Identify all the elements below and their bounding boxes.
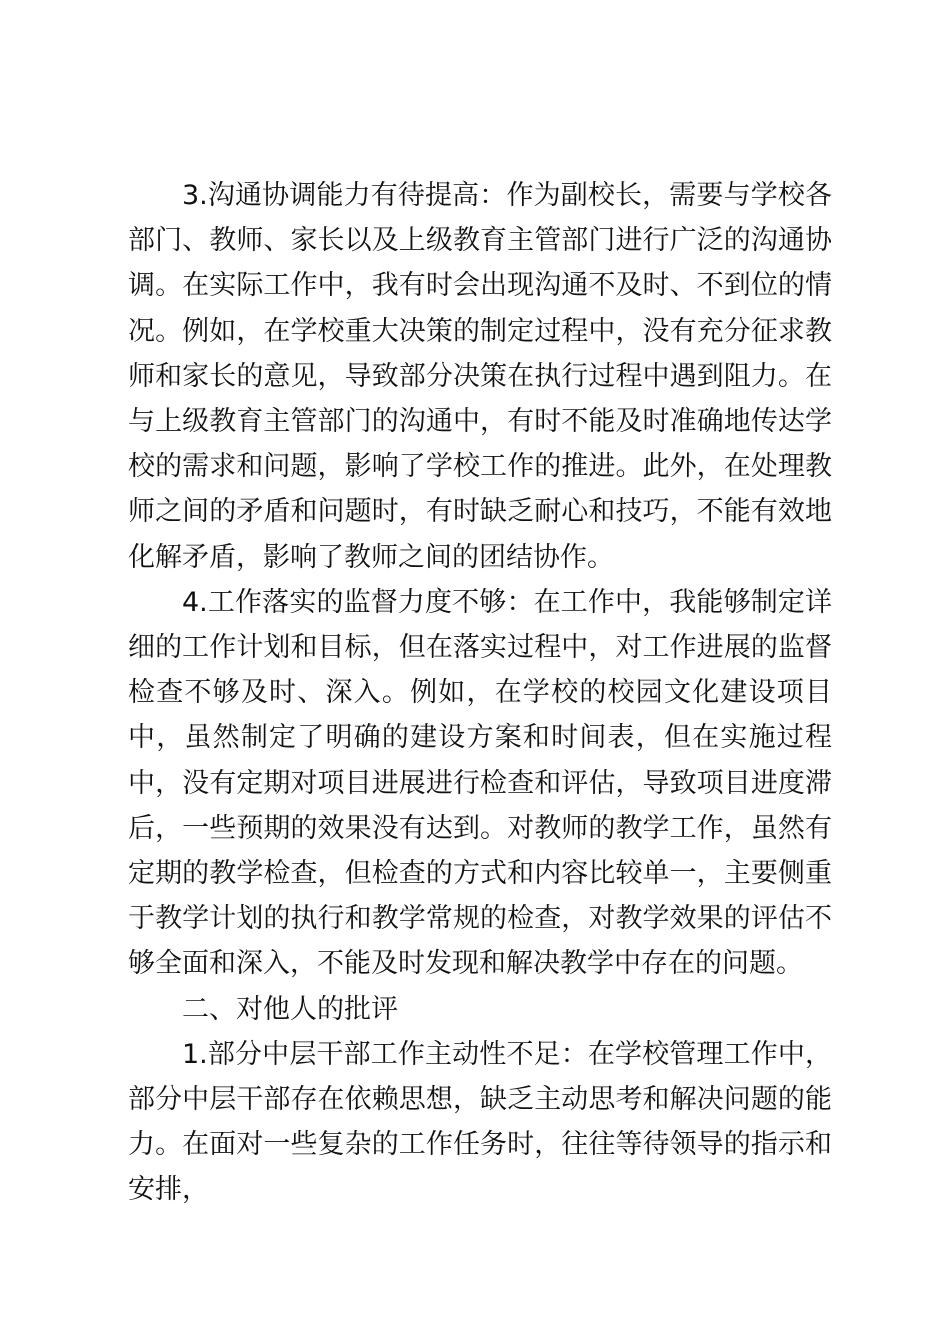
paragraph-communication: 3.沟通协调能力有待提高：作为副校长，需要与学校各部门、教师、家长以及上级教育主管部门进行广泛的沟通协调。在实际工作中，我有时会出现沟通不及时、不到位的情况。例如，在学校重大决策的制定过程中，没有充分征求教师和家长的意见，导致部分决策在执行过程中遇到阻力。在与上级教育主管部门的沟通中，有时不能及时准确地传达学校的需求和问题，影响了学校工作的推进。此外，在处理教师之间的矛盾和问题时，有时缺乏耐心和技巧，不能有效地化解矛盾，影响了教师之间的团结协作。 [128, 180, 832, 573]
paragraph-supervision: 4.工作落实的监督力度不够：在工作中，我能够制定详细的工作计划和目标，但在落实过程中，对工作进展的监督检查不够及时、深入。例如，在学校的校园文化建设项目中，虽然制定了明确的建设方案和时间表，但在实施过程中，没有定期对项目进展进行检查和评估，导致项目进度滞后，一些预期的效果没有达到。对教师的教学工作，虽然有定期的教学检查，但检查的方式和内容比较单一，主要侧重于教学计划的执行和教学常规的检查，对教学效果的评估不够全面和深入，不能及时发现和解决教学中存在的问题。 [128, 586, 832, 980]
paragraph-middle-cadres: 1.部分中层干部工作主动性不足：在学校管理工作中，部分中层干部存在依赖思想，缺乏主动思考和解决问题的能力。在面对一些复杂的工作任务时，往往等待领导的指示和安排， [128, 1038, 832, 1206]
section-heading: 二、对他人的批评 [182, 993, 398, 1025]
document-body [128, 173, 832, 1213]
